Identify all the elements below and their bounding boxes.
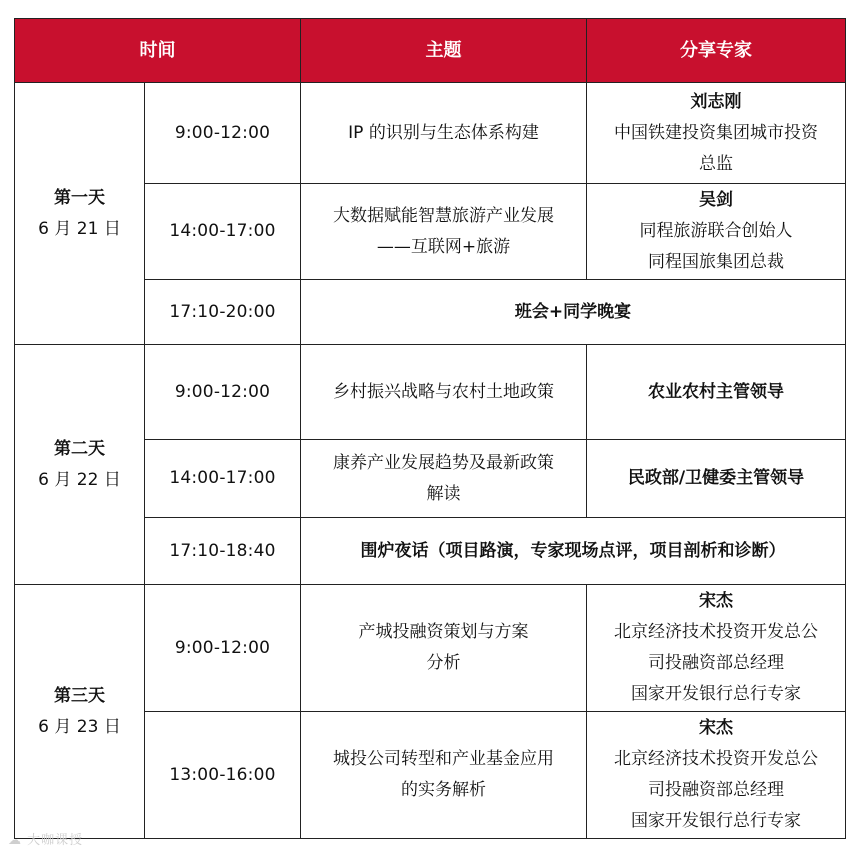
day-cell [15, 83, 145, 345]
topic-line: 乡村振兴战略与农村土地政策 [333, 381, 554, 402]
expert-line: 总监 [699, 153, 733, 174]
day-label: 第三天 [54, 685, 105, 706]
header-time: 时间 [15, 19, 301, 83]
session-topic [301, 184, 587, 280]
session-expert: 民政部/卫健委主管领导 [587, 440, 846, 518]
session-topic [301, 345, 587, 440]
topic-line: 产城投融资策划与方案 [358, 622, 529, 642]
expert-name: 宋杰 [699, 718, 733, 738]
expert-line: 司投融资部总经理 [648, 780, 784, 800]
topic-line: 康养产业发展趋势及最新政策 [333, 452, 554, 473]
header-topic: 主题 [301, 19, 587, 83]
session-topic [301, 440, 587, 518]
expert-line: 同程旅游联合创始人 [639, 221, 793, 241]
topic-line: ——互联网+旅游 [376, 236, 511, 257]
session-topic [301, 585, 587, 712]
expert-name: 刘志刚 [690, 91, 742, 112]
day-cell [15, 345, 145, 585]
watermark-logo [8, 829, 83, 848]
session-merged: 围炉夜话（项目路演，专家现场点评，项目剖析和诊断） [301, 518, 846, 585]
topic-line: IP 的识别与生态体系构建 [348, 122, 539, 143]
session-time: 9:00-12:00 [145, 83, 301, 184]
expert-line: 中国铁建投资集团城市投资 [614, 122, 818, 143]
session-merged: 班会+同学晚宴 [301, 280, 846, 345]
expert-name: 宋杰 [699, 591, 733, 611]
topic-line: 大数据赋能智慧旅游产业发展 [333, 205, 554, 226]
expert-name: 吴剑 [699, 190, 733, 210]
table-row [15, 83, 846, 184]
session-time: 14:00-17:00 [145, 440, 301, 518]
session-expert: 农业农村主管领导 [587, 345, 846, 440]
session-expert [587, 184, 846, 280]
session-time: 9:00-12:00 [145, 585, 301, 712]
day-label: 第二天 [54, 438, 105, 459]
schedule-table [14, 18, 846, 839]
topic-line: 的实务解析 [401, 780, 486, 800]
session-expert [587, 585, 846, 712]
session-expert [587, 83, 846, 184]
session-time: 17:10-18:40 [145, 518, 301, 585]
session-time: 13:00-16:00 [145, 712, 301, 839]
session-expert [587, 712, 846, 839]
expert-line: 司投融资部总经理 [648, 653, 784, 673]
table-row [15, 345, 846, 440]
session-topic [301, 83, 587, 184]
session-time: 14:00-17:00 [145, 184, 301, 280]
expert-line: 国家开发银行总行专家 [631, 684, 801, 704]
session-time: 9:00-12:00 [145, 345, 301, 440]
table-row [15, 585, 846, 712]
session-topic [301, 712, 587, 839]
session-time: 17:10-20:00 [145, 280, 301, 345]
watermark-text: 大咖课授 [27, 833, 84, 848]
day-date: 6 月 23 日 [38, 716, 121, 737]
header-row [15, 19, 846, 83]
day-label: 第一天 [54, 187, 105, 208]
expert-line: 北京经济技术投资开发总公 [614, 749, 818, 769]
expert-line: 北京经济技术投资开发总公 [614, 622, 818, 642]
topic-line: 解读 [426, 483, 461, 504]
watermark-icon: ☁ [8, 833, 22, 848]
expert-line: 同程国旅集团总裁 [648, 252, 784, 272]
day-date: 6 月 21 日 [38, 218, 121, 239]
day-cell [15, 585, 145, 839]
day-date: 6 月 22 日 [38, 469, 121, 490]
header-expert: 分享专家 [587, 19, 846, 83]
expert-line: 国家开发银行总行专家 [631, 811, 801, 831]
topic-line: 城投公司转型和产业基金应用 [333, 749, 554, 769]
topic-line: 分析 [426, 653, 461, 673]
